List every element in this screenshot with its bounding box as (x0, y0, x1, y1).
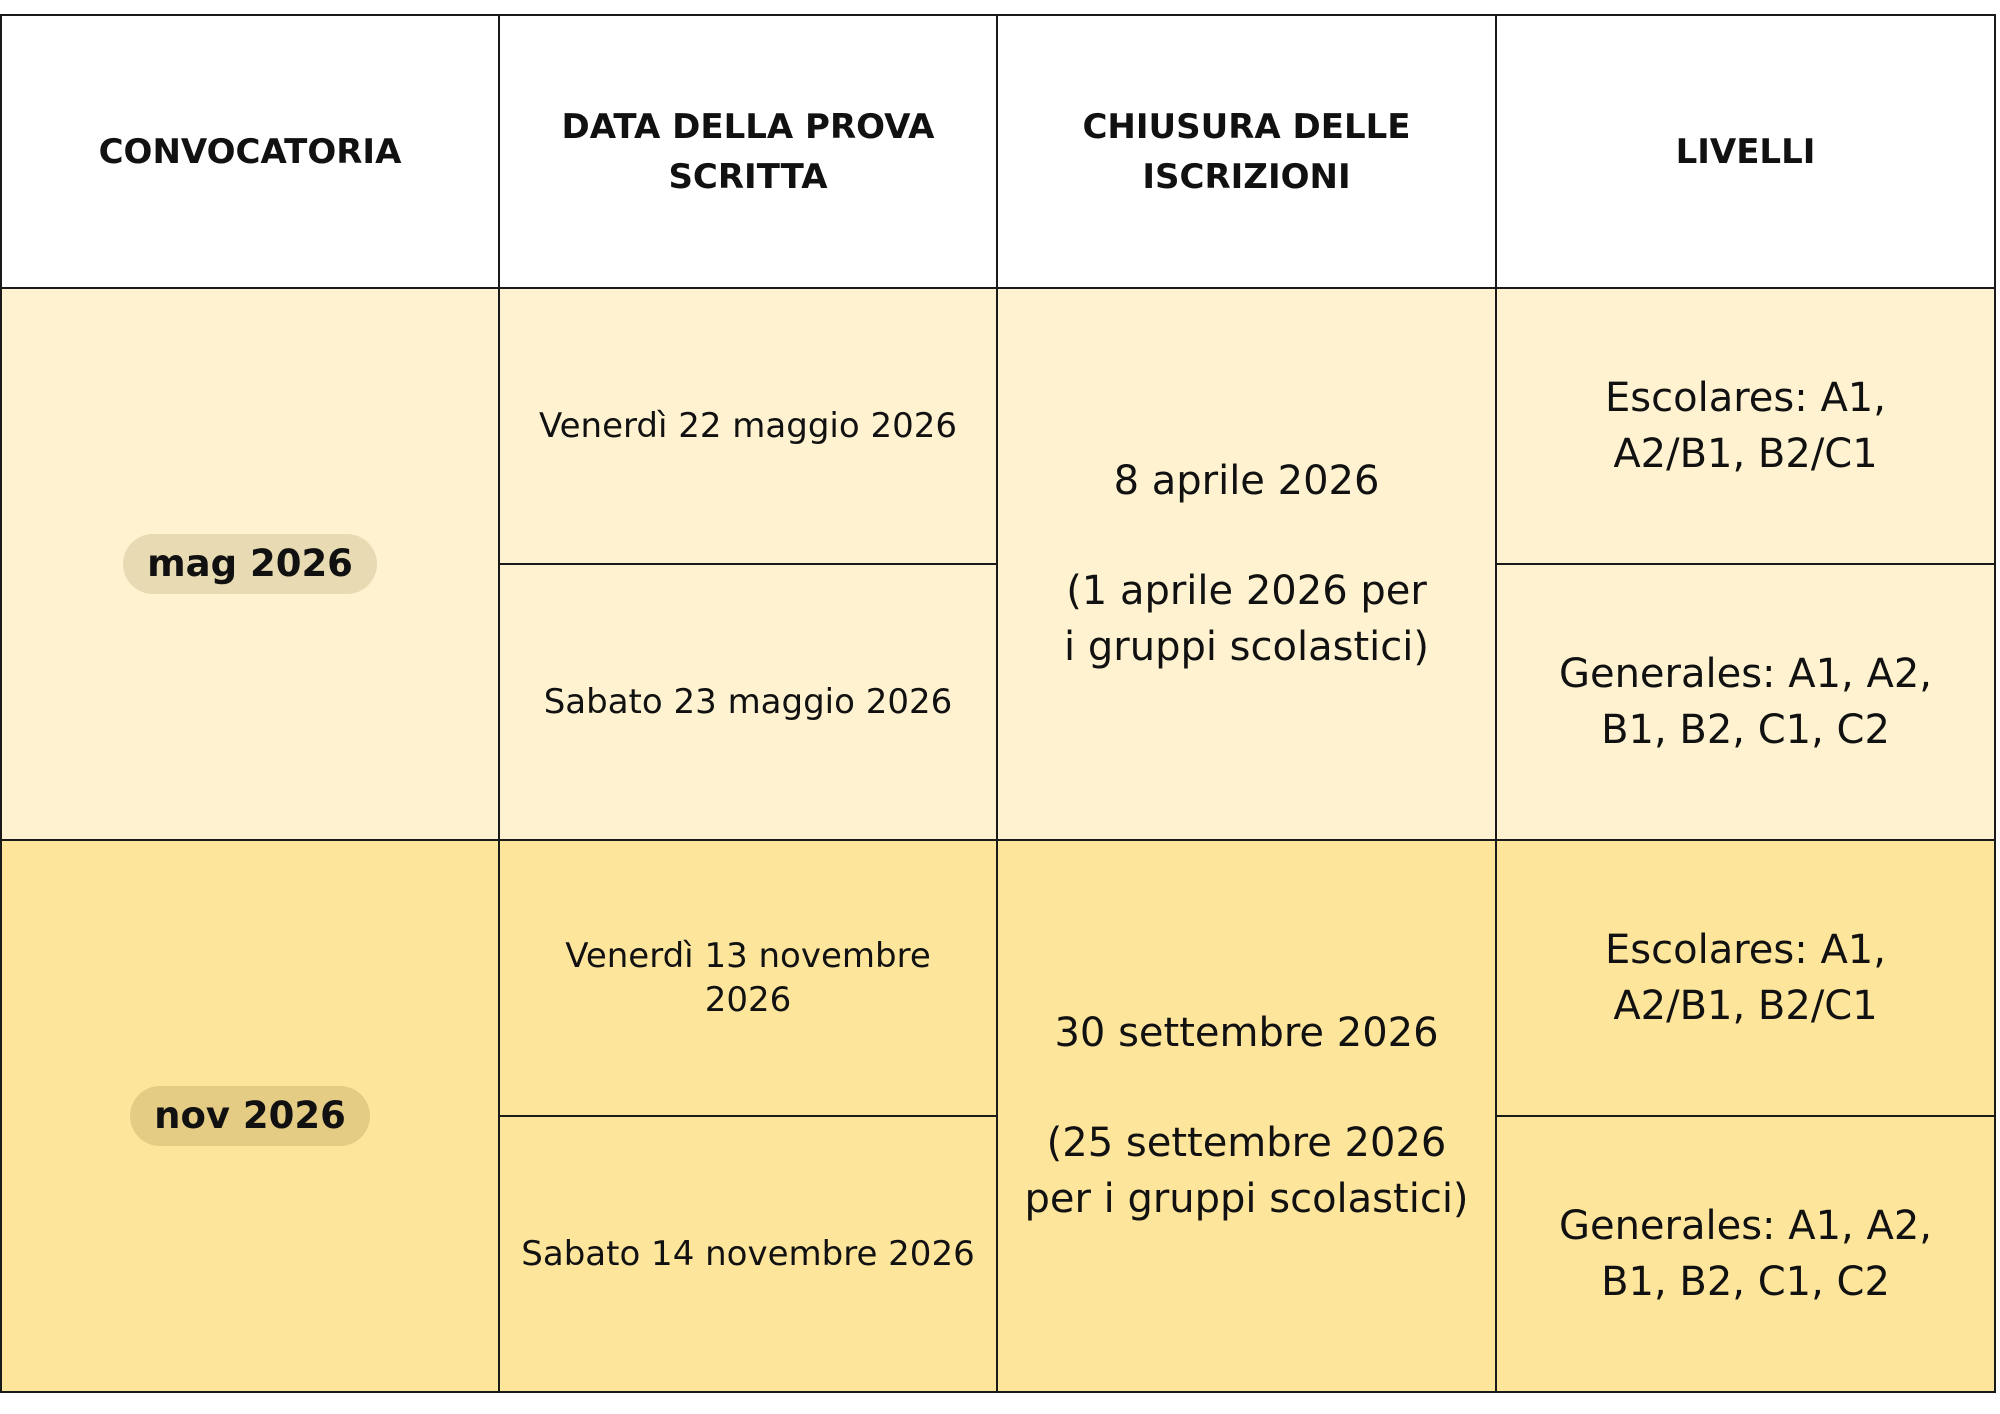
session-may (0, 289, 500, 841)
header-label: CONVOCATORIA (98, 131, 402, 172)
registration-close-note: (1 aprile 2026 per i gruppi scolastici) (1064, 568, 1429, 670)
exam-schedule-table (0, 14, 1998, 1395)
exam-date: Venerdì 22 maggio 2026 (539, 406, 957, 446)
exam-date-cell (500, 841, 998, 1117)
exam-date-cell (500, 1117, 998, 1393)
exam-date: Sabato 23 maggio 2026 (543, 682, 953, 722)
session-november (0, 841, 500, 1393)
session-badge: nov 2026 (130, 1086, 370, 1146)
levels-text: Generales: A1, A2, B1, B2, C1, C2 (1558, 1203, 1933, 1305)
header-label: CHIUSURA DELLE ISCRIZIONI (1082, 106, 1411, 197)
levels-text: Escolares: A1, A2/B1, B2/C1 (1605, 927, 1886, 1029)
registration-close-cell (998, 289, 1497, 841)
registration-close-date: 8 aprile 2026 (1113, 458, 1380, 504)
header-convocatoria (0, 14, 500, 289)
levels-text: Generales: A1, A2, B1, B2, C1, C2 (1558, 651, 1933, 753)
registration-close-note: (25 settembre 2026 per i gruppi scolastici) (1024, 1120, 1469, 1222)
exam-date: Venerdì 13 novembre 2026 (565, 936, 931, 1020)
levels-cell (1497, 289, 1996, 565)
exam-date-cell (500, 289, 998, 565)
exam-date-cell (500, 565, 998, 841)
levels-text: Escolares: A1, A2/B1, B2/C1 (1605, 375, 1886, 477)
levels-cell (1497, 565, 1996, 841)
header-exam-date (500, 14, 998, 289)
header-registration-close (998, 14, 1497, 289)
header-levels (1497, 14, 1996, 289)
header-label: DATA DELLA PROVA SCRITTA (561, 106, 935, 197)
registration-close-date: 30 settembre 2026 (1054, 1010, 1439, 1056)
levels-cell (1497, 1117, 1996, 1393)
levels-cell (1497, 841, 1996, 1117)
header-label: LIVELLI (1675, 131, 1816, 172)
exam-date: Sabato 14 novembre 2026 (521, 1234, 975, 1274)
registration-close-cell (998, 841, 1497, 1393)
session-badge: mag 2026 (123, 534, 377, 594)
